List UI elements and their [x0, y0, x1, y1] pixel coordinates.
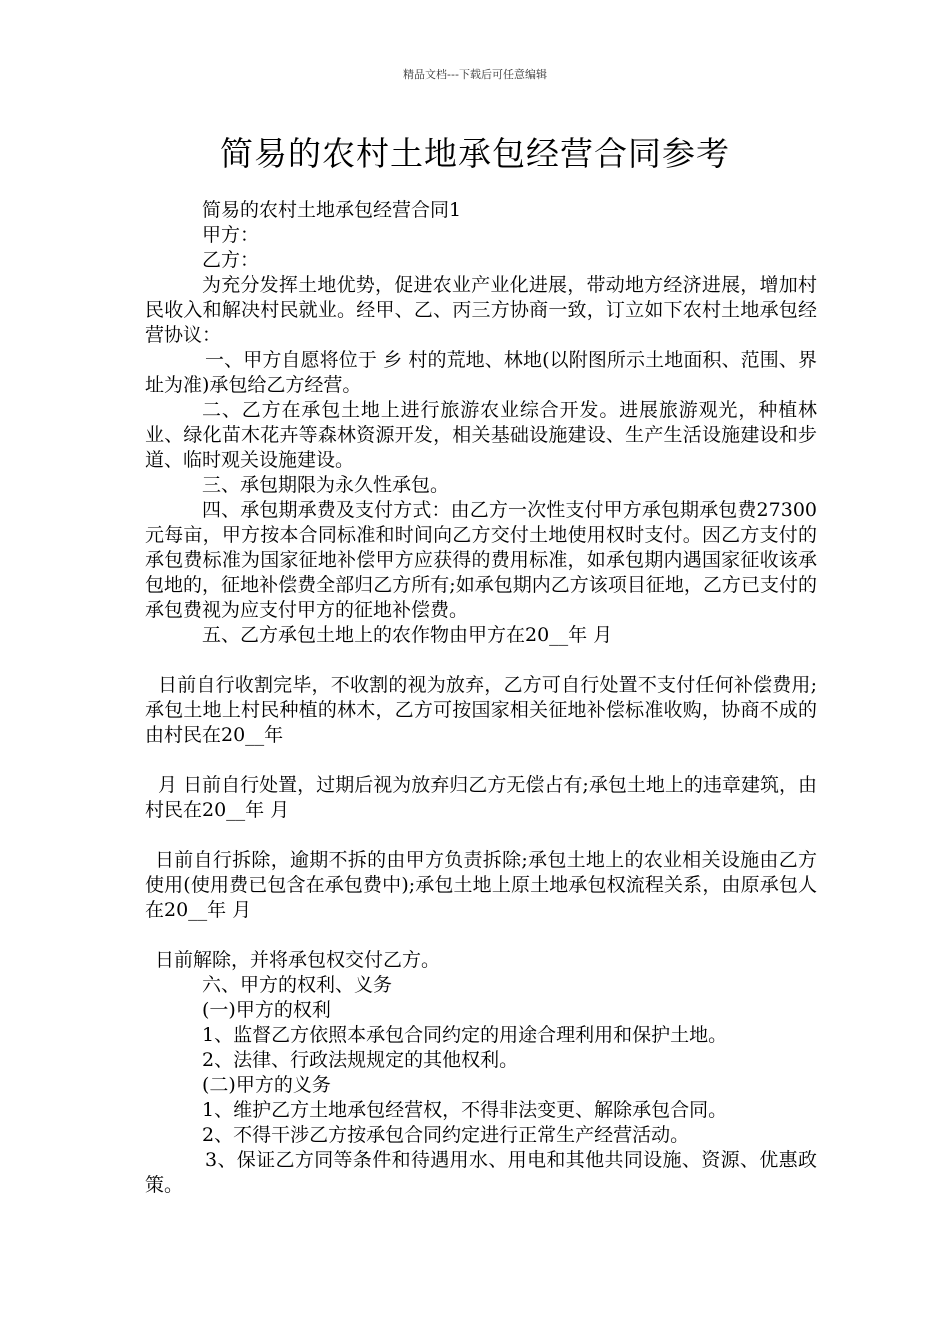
- party-a-duty-1: 1、维护乙方土地承包经营权，不得非法变更、解除承包合同。: [202, 1099, 728, 1121]
- party-a-right-2: 2、法律、行政法规规定的其他权利。: [202, 1049, 519, 1071]
- clause-5-part-4: 日前自行拆除，逾期不拆的由甲方负责拆除;承包土地上的农业相关设施由乙方使用(使用费已包含在承包费中);承包土地上原土地承包权流程关系，由原承包人在20__年 月: [145, 849, 817, 921]
- party-a-rights-heading: (一)甲方的权利: [202, 999, 331, 1021]
- preamble-paragraph: 为充分发挥土地优势，促进农业产业化进展，带动地方经济进展，增加村民收入和解决村民就业。经甲、乙、丙三方协商一致，订立如下农村土地承包经营协议：: [145, 274, 817, 346]
- header-note: 精品文档---下载后可任意编辑: [403, 68, 547, 81]
- party-b-line: 乙方：: [202, 249, 260, 271]
- party-a-duty-2: 2、不得干涉乙方按承包合同约定进行正常生产经营活动。: [202, 1124, 690, 1146]
- party-a-duty-3: 3、保证乙方同等条件和待遇用水、用电和其他共同设施、资源、优惠政策。: [145, 1149, 817, 1196]
- clause-5-part-2: 日前自行收割完毕，不收割的视为放弃，乙方可自行处置不支付任何补偿费用;承包土地上村民种植的林木，乙方可按国家相关征地补偿标准收购，协商不成的由村民在20__年: [145, 674, 817, 746]
- party-a-right-1: 1、监督乙方依照本承包合同约定的用途合理利用和保护土地。: [202, 1024, 728, 1046]
- clause-4: 四、承包期承费及支付方式：由乙方一次性支付甲方承包期承包费27300元每亩，甲方按本合同标准和时间向乙方交付土地使用权时支付。因乙方支付的承包费标准为国家征地补偿甲方应获得的费用标准，如承包期内遇国家征收该承包地的，征地补偿费全部归乙方所有;如承包期内乙方该项目征地，乙方已支付的承包费视为应支付甲方的征地补偿费。: [145, 499, 817, 621]
- document-body: [145, 198, 817, 1198]
- clause-6-heading: 六、甲方的权利、义务: [202, 974, 393, 996]
- clause-5-end: 日前解除，并将承包权交付乙方。: [155, 949, 441, 971]
- party-a-line: 甲方：: [202, 224, 260, 246]
- clause-3: 三、承包期限为永久性承包。: [202, 474, 450, 496]
- clause-5-start: 五、乙方承包土地上的农作物由甲方在20__年 月: [202, 624, 613, 646]
- clause-5-part-3: 月 日前自行处置，过期后视为放弃归乙方无偿占有;承包土地上的违章建筑，由村民在20__年 月: [145, 774, 817, 821]
- party-a-duties-heading: (二)甲方的义务: [202, 1074, 331, 1096]
- clause-2: 二、乙方在承包土地上进行旅游农业综合开发。进展旅游观光，种植林业、绿化苗木花卉等森林资源开发，相关基础设施建设、生产生活设施建设和步道、临时观关设施建设。: [145, 399, 817, 471]
- clause-1: 一、甲方自愿将位于 乡 村的荒地、林地(以附图所示土地面积、范围、界址为准)承包给乙方经营。: [145, 349, 817, 396]
- contract-subtitle: 简易的农村土地承包经营合同1: [202, 199, 462, 221]
- document-title: 简易的农村土地承包经营合同参考: [220, 134, 730, 173]
